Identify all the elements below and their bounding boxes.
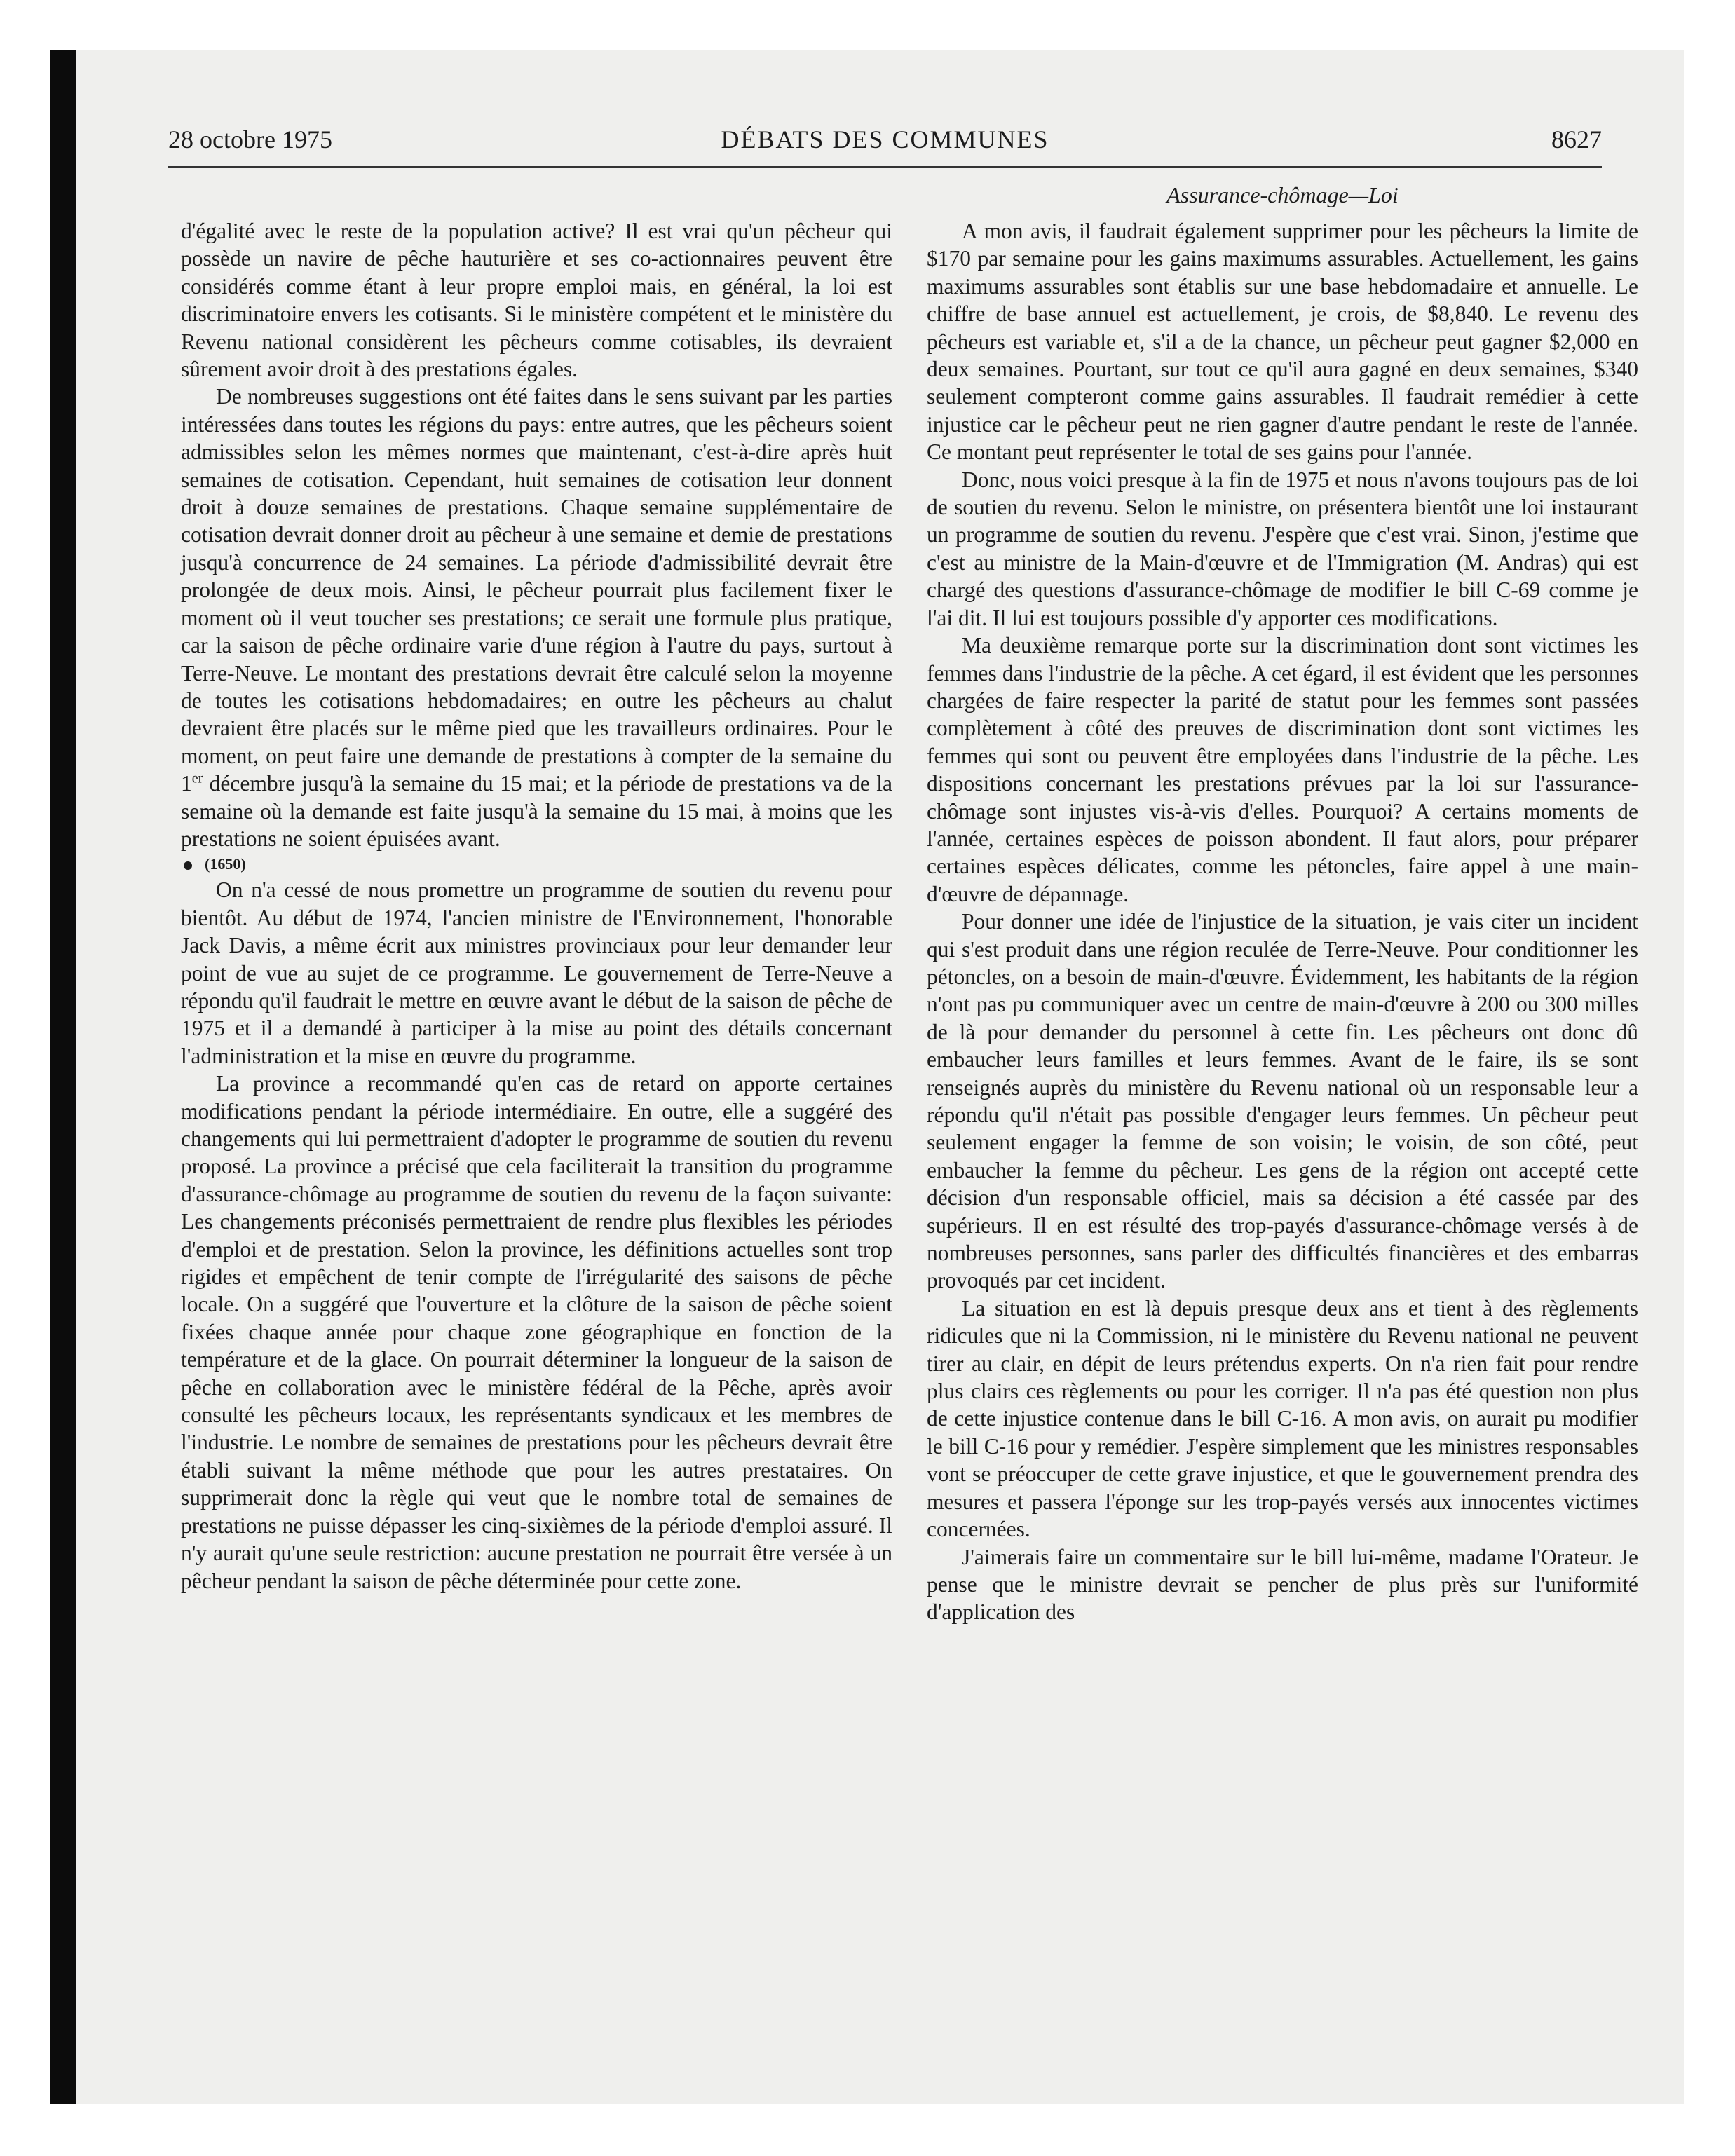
superscript: er [191,770,203,786]
paragraph: Ma deuxième remarque porte sur la discrimination dont sont victimes les femmes dans l'industrie de la pêche. A cet égard, il est évident que les personnes chargées de faire respecter la parité de statut pour les femmes sont passées complètement à côté des preuves de discrimination dont sont victimes les femmes qui sont ou peuvent être employées dans l'industrie de la pêche. Les dispositions concernant les prestations prévues par la loi sur l'assurance-chômage sont injustes vis-à-vis d'elles. Pourquoi? A certains moments de l'année, certaines espèces de poisson abondent. Il faut alors, pour préparer certaines espèces délicates, comme les pétoncles, faire appel à une main-d'œuvre de dépannage. [927,633,1638,906]
right-column [927,181,1638,1626]
paragraph [181,383,892,852]
paragraph: Donc, nous voici presque à la fin de 1975 et nous n'avons toujours pas de loi de soutien du revenu. Selon le ministre, on présentera bientôt une loi instaurant un programme de soutien du revenu. J'espère que c'est vrai. Sinon, j'estime que c'est au ministre de la Main-d'œuvre et de l'Immigration (M. Andras) qui est chargé des questions d'assurance-chômage de modifier le bill C-69 comme je l'ai dit. Il lui est toujours possible d'y apporter ces modifications. [927,467,1638,630]
paragraph: Pour donner une idée de l'injustice de la situation, je vais citer un incident qui s'est produit dans une région reculée de Terre-Neuve. Pour conditionner les pétoncles, on a besoin de main-d'œuvre. Évidemment, les habitants de la région n'ont pas pu communiquer avec un centre de main-d'œuvre à 200 ou 300 milles de là pour demander du personnel à cette fin. Les pêcheurs ont donc dû embaucher leurs familles et leurs femmes. Avant de le faire, ils se sont renseignés auprès du ministère du Revenu national où un responsable leur a répondu qu'il n'était pas possible d'engager leurs femmes. Un pêcheur peut seulement engager la femme de son voisin; le voisin, de son côté, peut embaucher la femme du pêcheur. Les gens de la région ont accepté cette décision d'un responsable officiel, mais sa décision a été cassée par des supérieurs. Il en est résulté des trop-payés d'assurance-chômage versés à de nombreuses personnes, sans parler des difficultés financières et des embarras provoqués par cet incident. [927,909,1638,1293]
scan-edge-shadow [50,50,76,2104]
timestamp-text: (1650) [205,855,246,873]
page-header [168,125,1602,167]
paragraph: d'égalité avec le reste de la population active? Il est vrai qu'un pêcheur qui possède un navire de pêche hauturière et ses co-actionnaires peuvent être considérés comme étant à leur propre emploi mais, en général, la loi est discriminatoire envers les cotisants. Si le ministère compétent et le ministère du Revenu national considèrent les pêcheurs comme cotisables, ils devraient sûrement avoir droit à des prestations égales. [181,219,892,382]
paragraph: J'aimerais faire un commentaire sur le bill lui-même, madame l'Orateur. Je pense que le ministre devrait se pencher de plus près sur l'uniformité d'application des [927,1544,1638,1625]
paragraph-text: décembre jusqu'à la semaine du 15 mai; et la période de prestations va de la semaine où la demande est faite jusqu'à la semaine du 15 mai, à moins que les prestations ne soient épuisées avant. [181,771,892,851]
header-title: DÉBATS DES COMMUNES [721,125,1049,153]
paragraph: On n'a cessé de nous promettre un programme de soutien du revenu pour bientôt. Au début de 1974, l'ancien ministre de l'Environnement, l'honorable Jack Davis, a même écrit aux ministres provinciaux pour leur demander leur point de vue au sujet de ce programme. Le gouvernement de Terre-Neuve a répondu qu'il faudrait le mettre en œuvre avant le début de la saison de pêche de 1975 et il a demandé à participer à la mise au point des détails concernant l'administration et la mise en œuvre du programme. [181,878,892,1068]
bullet-icon [184,861,192,870]
header-date: 28 octobre 1975 [168,125,332,153]
paragraph-text: De nombreuses suggestions ont été faites dans le sens suivant par les parties intéressées dans toutes les régions du pays: entre autres, que les pêcheurs soient admissibles selon les mêmes normes que maintenant, c'est-à-dire après huit semaines de cotisation. Cependant, huit semaines de cotisation leur donnent droit à douze semaines de prestations. Chaque semaine supplémentaire de cotisation devrait donner droit au pêcheur à une semaine et demie de prestations jusqu'à concurrence de 24 semaines. La période d'admissibilité devrait être prolongée de deux mois. Ainsi, le pêcheur pourrait plus facilement fixer le moment où il veut toucher ses prestations; ce serait une formule plus pratique, car la saison de pêche ordinaire varie d'une région à l'autre du pays, surtout à Terre-Neuve. Le montant des prestations devrait être calculé selon la moyenne de toutes les cotisations hebdomadaires; en outre les pêcheurs au chalut devraient être placés sur le même pied que les travailleurs ordinaires. Pour le moment, on peut faire une demande de prestations à compter de la semaine du 1 [181,384,892,796]
paragraph: La province a recommandé qu'en cas de retard on apporte certaines modifications pendant la période intermédiaire. En outre, elle a suggéré des changements qui lui permettraient d'adopter le programme de soutien du revenu proposé. La province a précisé que cela faciliterait la transition du programme d'assurance-chômage au programme de soutien du revenu de la façon suivante: Les changements préconisés permettraient de rendre plus flexibles les périodes d'emploi et de prestation. Selon la province, les définitions actuelles sont trop rigides et empêchent de tenir compte de l'irrégularité des saisons de pêche locale. On a suggéré que l'ouverture et la clôture de la saison de pêche soient fixées chaque année pour chaque zone géographique en fonction de la température et de la glace. On pourrait déterminer la longueur de la saison de pêche en collaboration avec le ministère fédéral de la Pêche, après avoir consulté les pêcheurs locaux, les représentants syndicaux et les membres de l'industrie. Le nombre de semaines de prestations pour les pêcheurs devrait être établi suivant la même méthode que pour les autres prestataires. On supprimerait donc la règle qui veut que le nombre total de semaines de prestations ne puisse dépasser les cinq-sixièmes de la période d'emploi assuré. Il n'y aurait qu'une seule restriction: aucune prestation ne pourrait être versée à un pêcheur pendant la saison de pêche déterminée pour cette zone. [181,1071,892,1593]
header-rule [168,166,1602,168]
paragraph: A mon avis, il faudrait également supprimer pour les pêcheurs la limite de $170 par semaine pour les gains maximums assurables. Actuellement, les gains maximums assurables sont établis sur une base hebdomadaire et annuelle. Le chiffre de base annuel est actuellement, je crois, de $8,840. Le revenu des pêcheurs est variable et, s'il a de la chance, un pêcheur peut gagner $2,000 en deux semaines. Pourtant, sur tout ce qu'il aura gagné en deux semaines, $340 seulement compteront comme gains assurables. Il faudrait remédier à cette injustice car le pêcheur peut ne rien gagner d'autre pendant le reste de l'année. Ce montant peut représenter le total de ses gains pour l'année. [927,219,1638,465]
header-page-number: 8627 [1551,125,1602,153]
timestamp-marker [184,854,892,875]
paragraph: La situation en est là depuis presque deux ans et tient à des règlements ridicules que ni la Commission, ni le ministère du Revenu national ne peuvent tirer au clair, en dépit de leurs prétendus experts. On n'a rien fait pour rendre plus clairs ces règlements ou pour les corriger. Il n'a pas été question non plus de cette injustice contenue dans le bill C-16. A mon avis, on aurait pu modifier le bill C-16 pour y remédier. J'espère simplement que les ministres responsables vont se préoccuper de cette grave injustice, et que le gouvernement prendra des mesures et passera l'éponge sur les trop-payés versés aux innocentes victimes concernées. [927,1295,1638,1542]
running-head: Assurance-chômage—Loi [1166,182,1399,207]
left-column [181,217,892,1595]
